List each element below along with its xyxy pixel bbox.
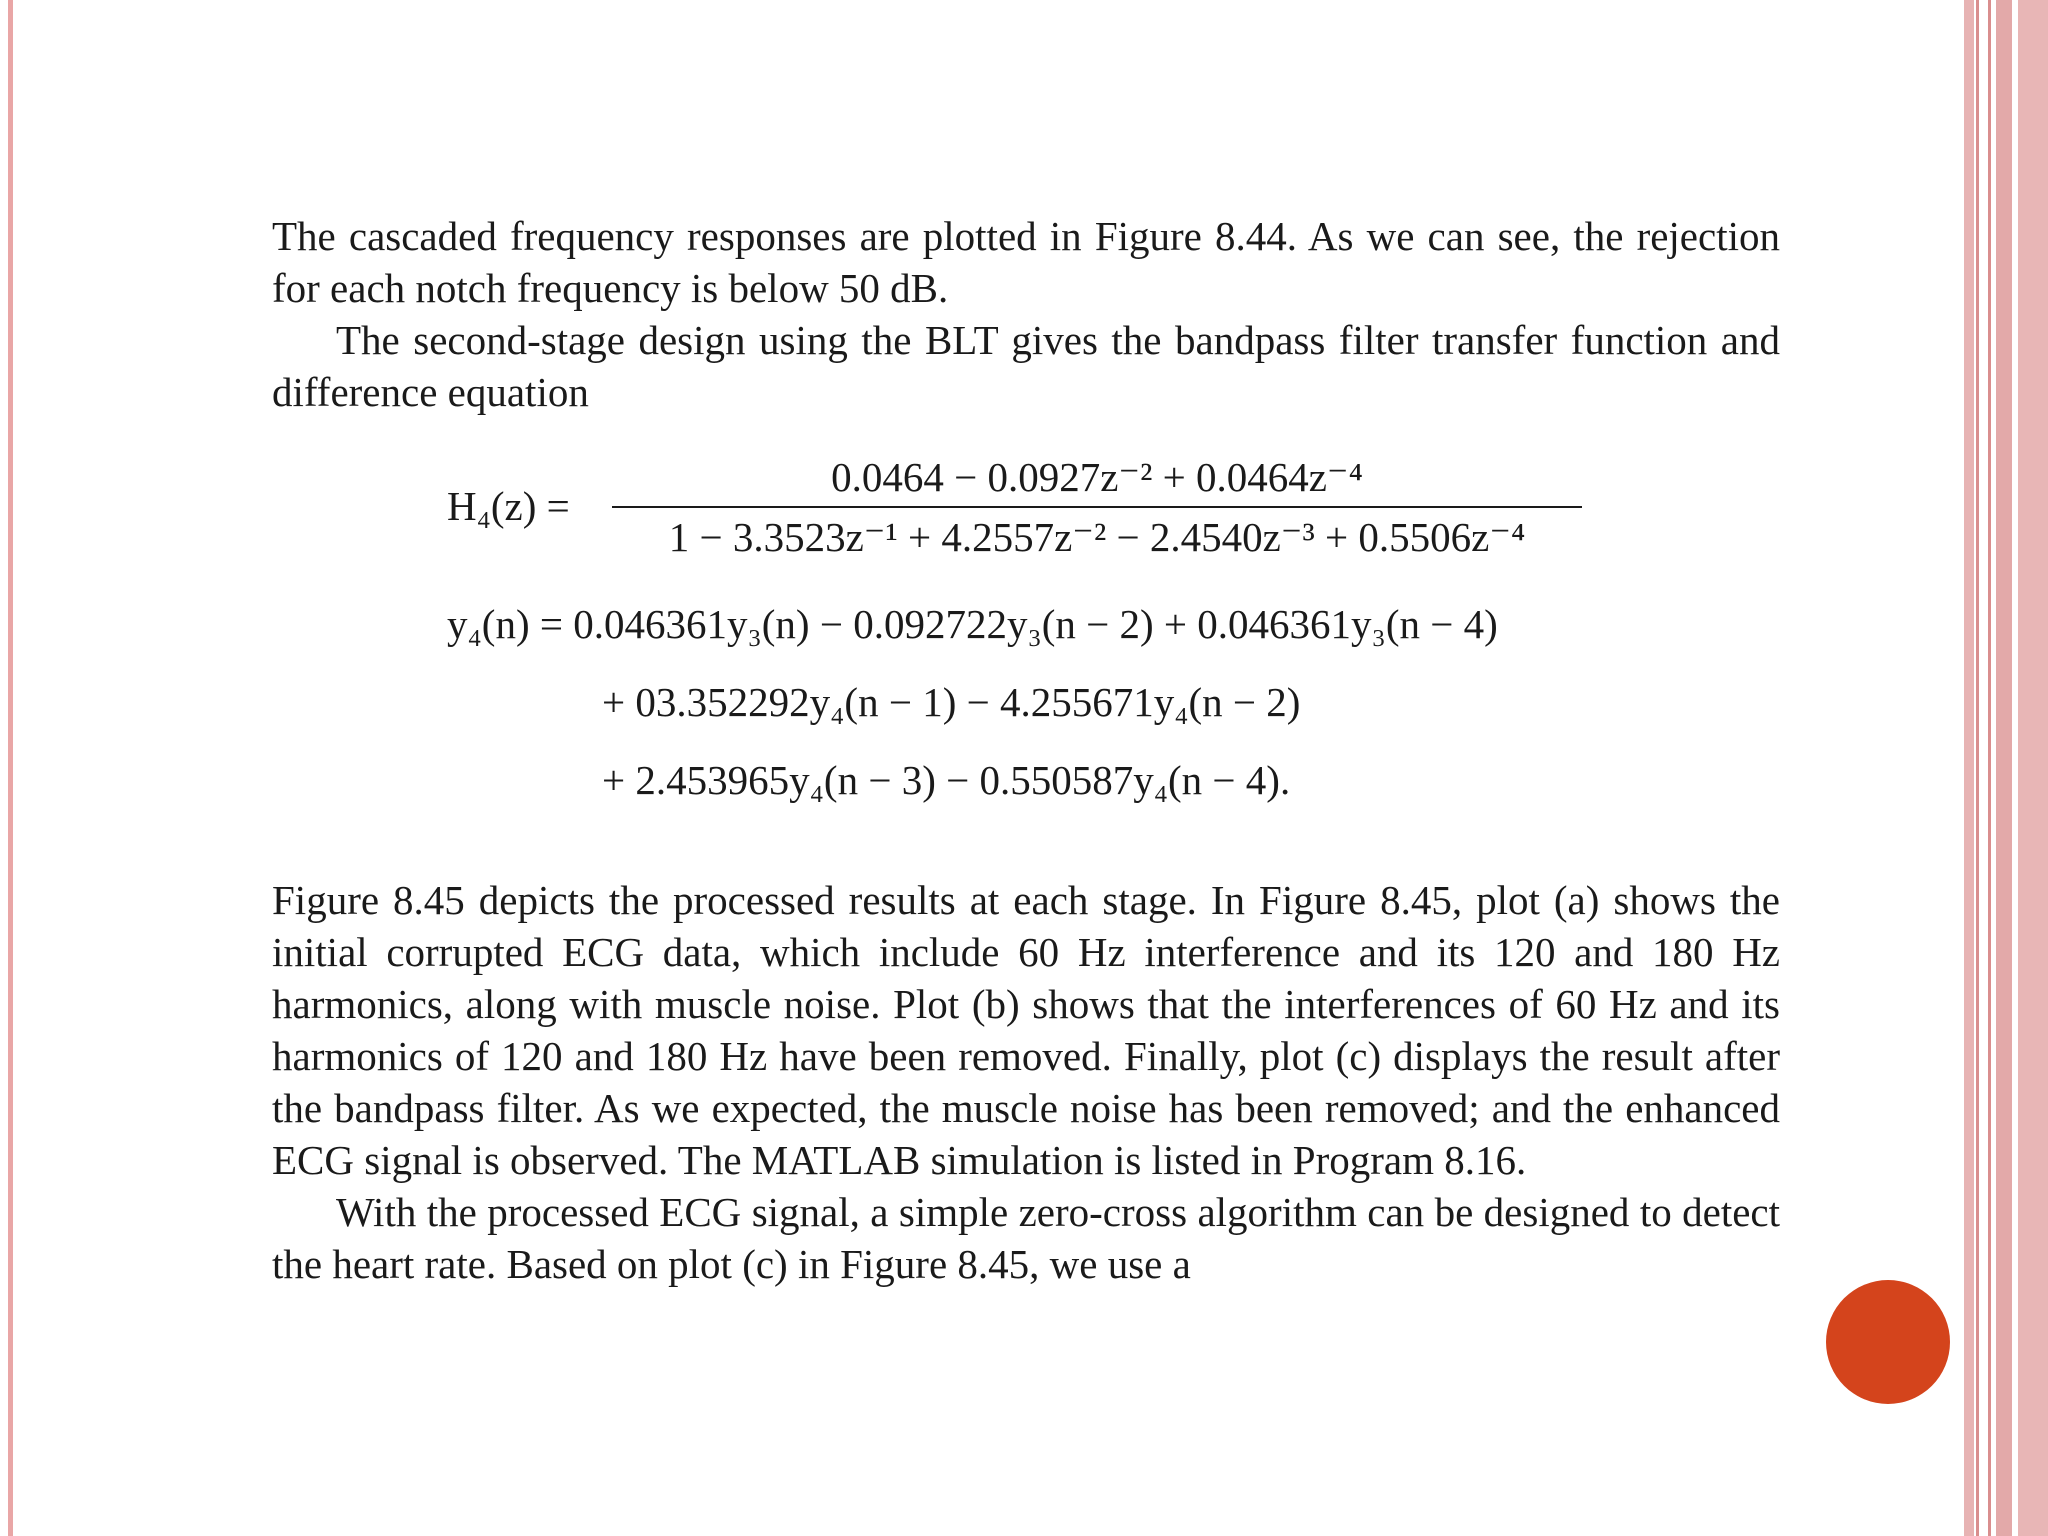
difference-equation-line-3: + 2.453965y₄(n − 3) − 0.550587y₄(n − 4). — [602, 757, 1291, 803]
border-stripe — [1976, 0, 1979, 1536]
fraction-bar — [612, 506, 1582, 508]
transfer-function-fraction — [612, 450, 1582, 564]
border-stripe — [2018, 0, 2048, 1536]
slide-right-border — [1964, 0, 2048, 1536]
difference-equation-line-1: y₄(n) = 0.046361y₃(n) − 0.092722y₃(n − 2) + 0.046361y₃(n − 4) — [447, 601, 1498, 647]
difference-equation-line-2: + 03.352292y₄(n − 1) − 4.255671y₄(n − 2) — [602, 679, 1301, 725]
slide-content — [272, 210, 1780, 1290]
slide-left-border — [0, 0, 22, 1536]
transfer-function-lhs: H₄(z) = — [447, 483, 570, 529]
transfer-function-numerator: 0.0464 − 0.0927z⁻² + 0.0464z⁻⁴ — [831, 454, 1363, 500]
paragraph-frequency-response: The cascaded frequency responses are plotted in Figure 8.44. As we can see, the rejection for each notch frequency is below 50 dB. — [272, 213, 1780, 311]
slide-accent-dot — [1826, 1280, 1950, 1404]
border-stripe — [1988, 0, 1991, 1536]
border-stripe — [1996, 0, 2012, 1536]
paragraph-figure-8-45: Figure 8.45 depicts the processed results at each stage. In Figure 8.45, plot (a) shows the initial corrupted ECG data, which include 60 Hz interference and its 120 and 180 Hz harmonics, along with muscle noise. Plot (b) shows that the interferences of 60 Hz and its harmonics of 120 and 180 Hz have been removed. Finally, plot (c) displays the result after the bandpass filter. As we expected, the muscle noise has been removed; and the enhanced ECG signal is observed. The MATLAB simulation is listed in Program 8.16. — [272, 877, 1780, 1183]
paragraph-zero-cross: With the processed ECG signal, a simple zero-cross algorithm can be designed to detect the heart rate. Based on plot (c) in Figure 8.45, we use a — [272, 1189, 1780, 1287]
equation-block — [272, 450, 1780, 860]
paragraph-second-stage: The second-stage design using the BLT gives the bandpass filter transfer function and difference equation — [272, 317, 1780, 415]
transfer-function-denominator: 1 − 3.3523z⁻¹ + 4.2557z⁻² − 2.4540z⁻³ + 0.5506z⁻⁴ — [668, 514, 1526, 560]
border-stripe — [1964, 0, 1974, 1536]
